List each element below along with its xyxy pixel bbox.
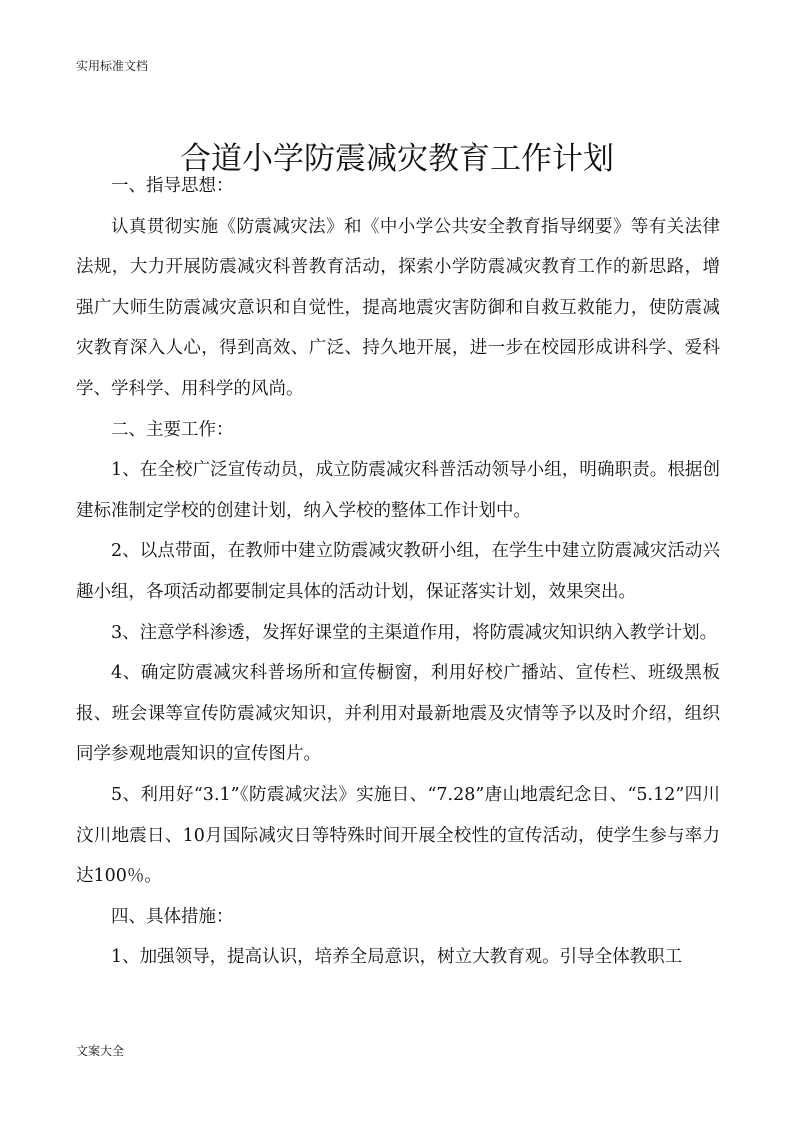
- section-heading-guiding-ideology: 一、指导思想：: [111, 176, 234, 196]
- paragraph-main-work-3: 3、注意学科渗透，发挥好课堂的主渠道作用，将防震减灾知识纳入教学计划。: [111, 622, 718, 643]
- section-heading-main-work: 二、主要工作：: [111, 419, 234, 440]
- document-title: 合道小学防震减灾教育工作计划: [180, 140, 614, 177]
- paragraph-main-work-5: 5、利用好“3.1”《防震减灾法》实施日、“7.28”唐山地震纪念日、“5.12”四川汶川地震日、10月国际减灾日等特殊时间开展全校性的宣传活动，使学生参与率力达100％。: [76, 784, 720, 887]
- paragraph-guiding-ideology: 认真贯彻实施《防震减灾法》和《中小学公共安全教育指导纲要》等有关法律法规，大力开展防震减灾科普教育活动，探索小学防震减灾教育工作的新思路，增强广大师生防震减灾意识和自觉性，提高地震灾害防御和自救互救能力，使防震减灾教育深入人心，得到高效、广泛、持久地开展，进一步在校园形成讲科学、爱科学、学科学、用科学的风尚。: [76, 216, 720, 399]
- document-body: [76, 166, 720, 978]
- paragraph-main-work-2: 2、以点带面，在教师中建立防震减灾教研小组，在学生中建立防震减灾活动兴趣小组，各项活动都要制定具体的活动计划，保证落实计划，效果突出。: [76, 541, 720, 602]
- paragraph-main-work-1: 1、在全校广泛宣传动员，成立防震减灾科普活动领导小组，明确职责。根据创建标准制定学校的创建计划，纳入学校的整体工作计划中。: [76, 460, 720, 521]
- paragraph-specific-measures-1: 1、加强领导，提高认识，培养全局意识，树立大教育观。引导全体教职工: [111, 947, 683, 968]
- page-header-label: 实用标准文档: [76, 59, 149, 73]
- page-footer-label: 文案大全: [76, 1044, 125, 1058]
- paragraph-main-work-4: 4、确定防震减灾科普场所和宣传橱窗，利用好校广播站、宣传栏、班级黑板报、班会课等宣传防震减灾知识，并利用对最新地震及灾情等予以及时介绍，组织同学参观地震知识的宣传图片。: [76, 663, 720, 765]
- section-heading-specific-measures: 四、具体措施：: [111, 906, 234, 927]
